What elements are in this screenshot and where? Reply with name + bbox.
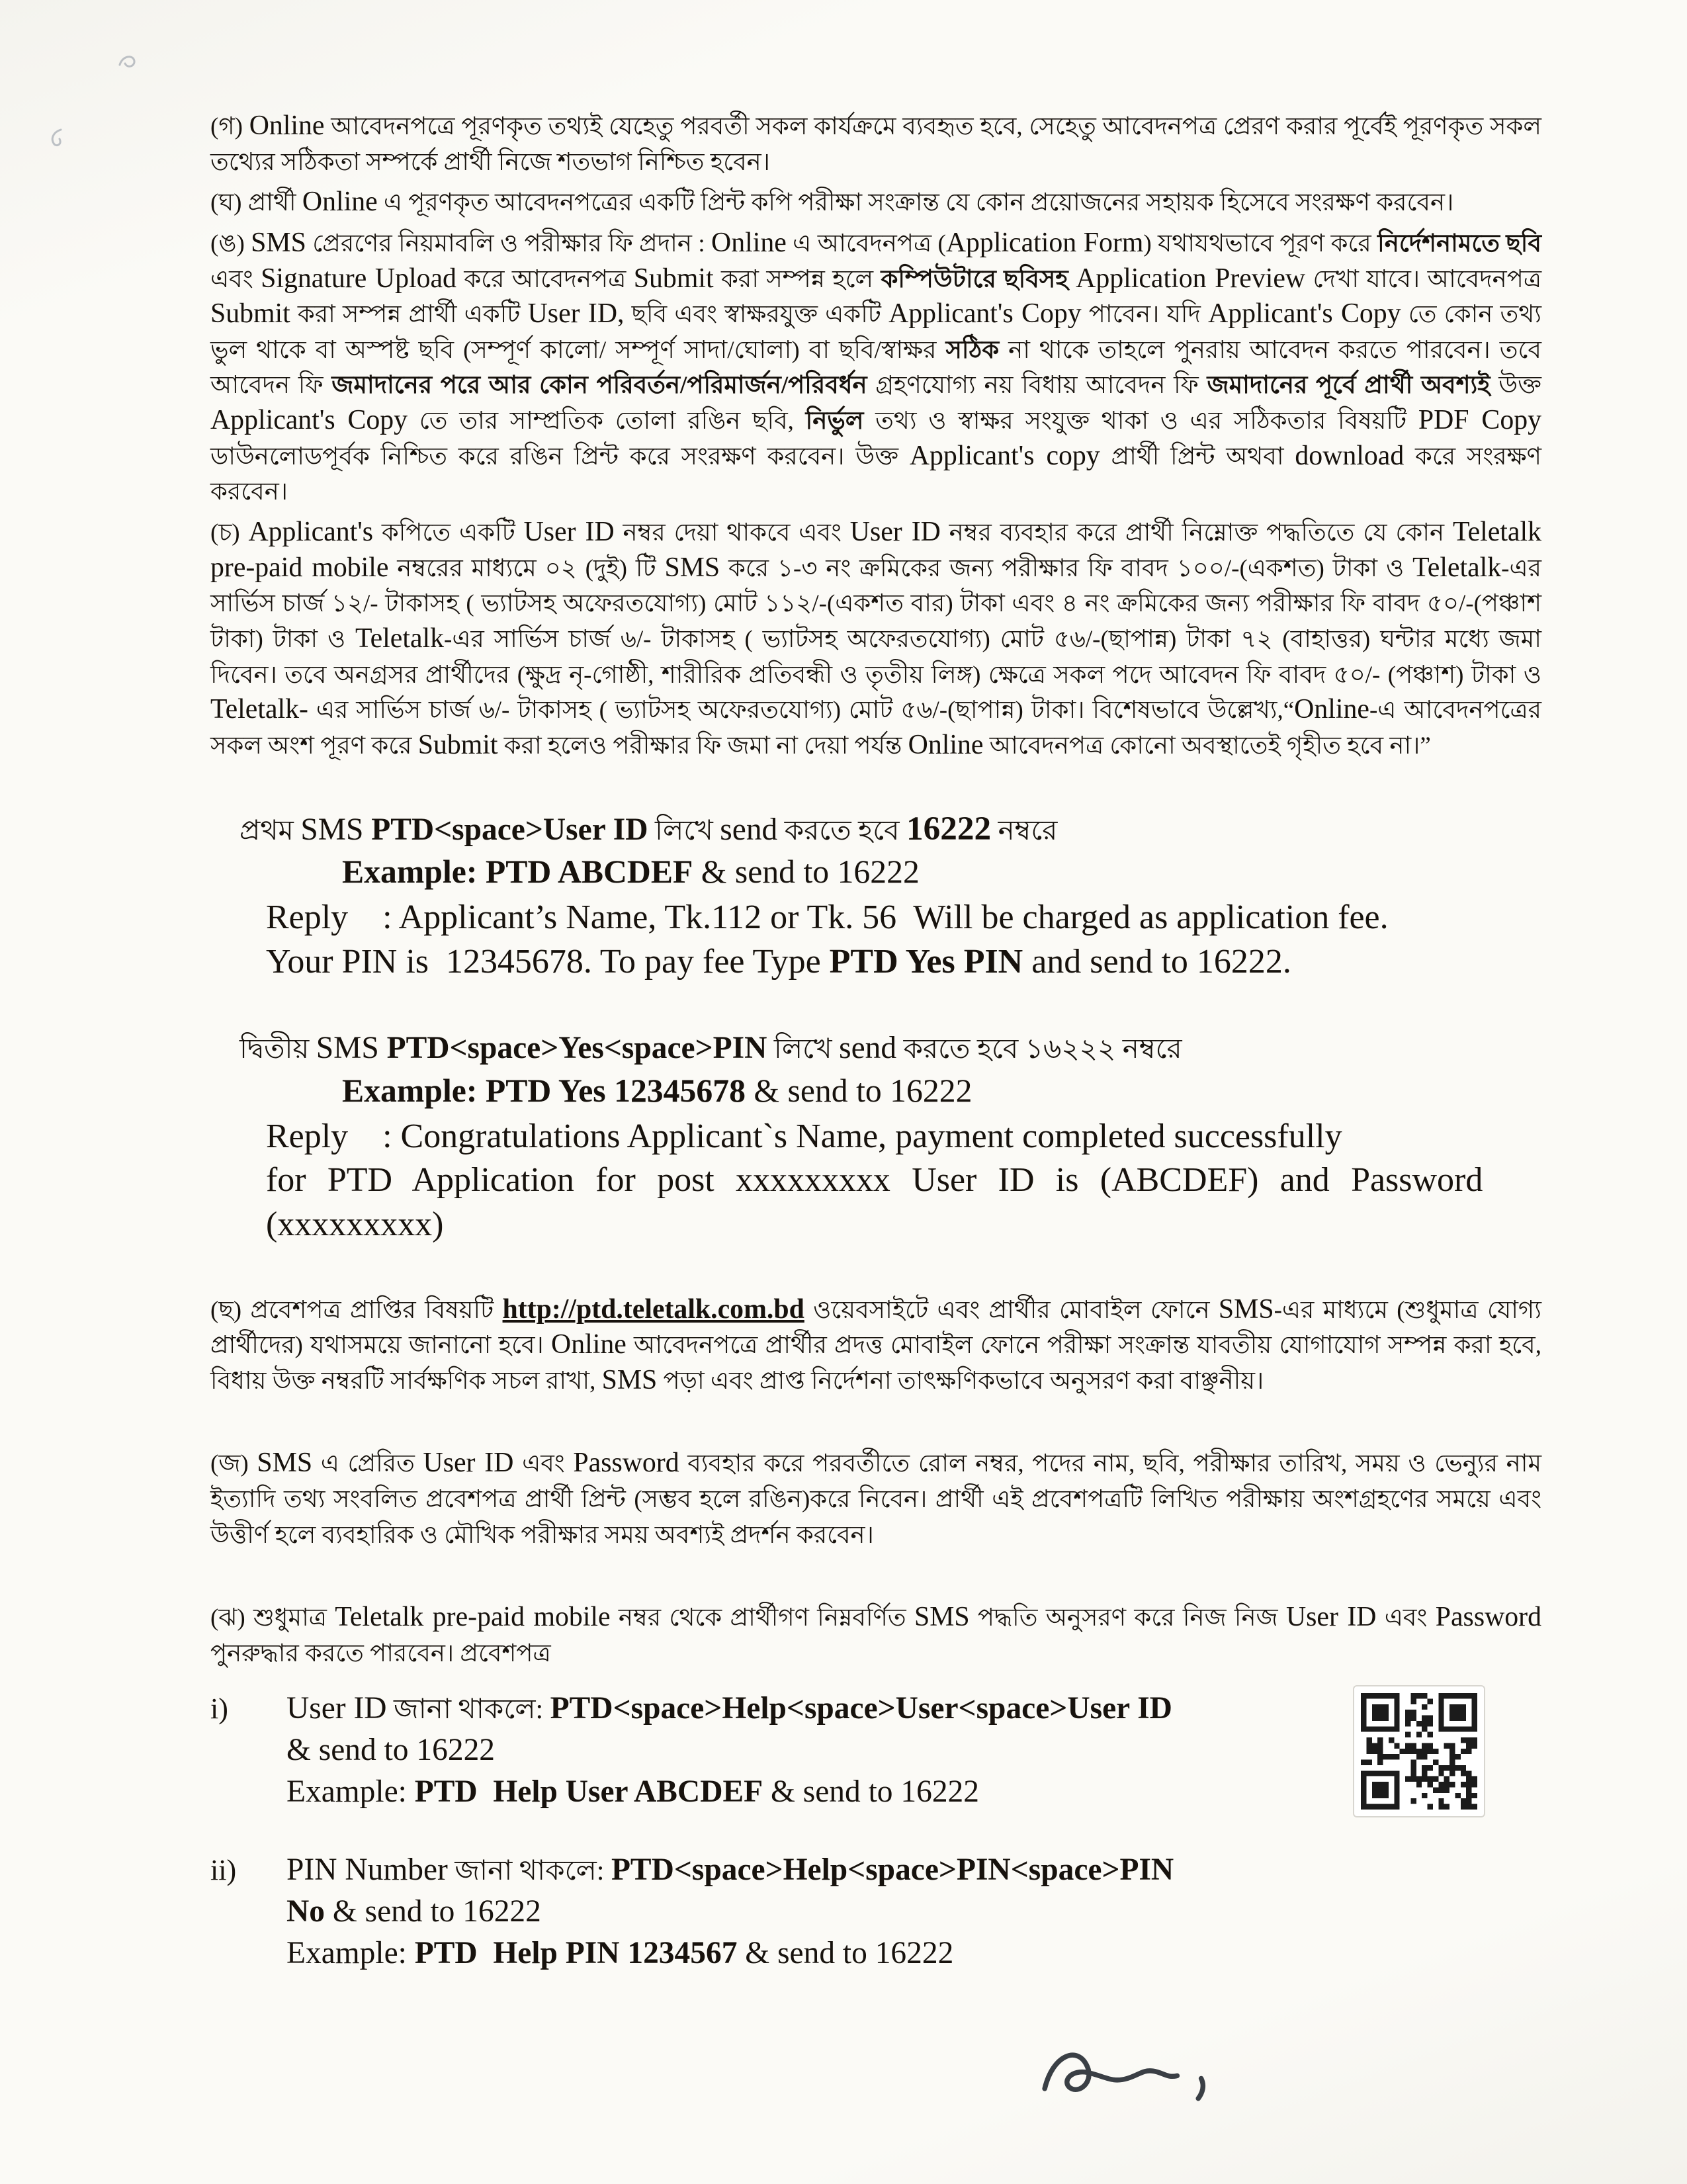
- signature-mark: [1030, 2027, 1233, 2117]
- scan-artifact-mark: [116, 52, 140, 71]
- second-sms-reply-line-1: Reply : Congratulations Applicant`s Name, payment completed successfully: [266, 1117, 1342, 1155]
- first-sms-example-line: Example: PTD ABCDEF & send to 16222: [342, 853, 920, 891]
- second-sms-intro-line: দ্বিতীয় SMS PTD<space>Yes<space>PIN লিখে send করতে হবে ১৬২২২ নম্বরে: [239, 1030, 1182, 1065]
- recovery-item-number: i): [210, 1692, 228, 1725]
- recovery-send-line: No & send to 16222: [286, 1894, 541, 1929]
- qr-code: [1353, 1685, 1485, 1817]
- paragraph-jho: (ঝ) শুধুমাত্র Teletalk pre-paid mobile নম্বর থেকে প্রার্থীগণ নিম্নবর্ণিত SMS পদ্ধতি অনুসরণ করে নিজ নিজ User ID এবং Password পুনরুদ্ধার করতে পারবেন। প্রবেশপত্র: [210, 1602, 1541, 1668]
- first-sms-reply-line-1: Reply : Applicant’s Name, Tk.112 or Tk. 56 Will be charged as application fee.: [266, 898, 1389, 937]
- recovery-item-number: ii): [210, 1853, 237, 1886]
- scan-artifact-mark: [46, 126, 66, 148]
- second-sms-reply-line-2: for PTD Application for post xxxxxxxxx User ID is (ABCDEF) and Password: [266, 1161, 1483, 1200]
- recovery-send-line: & send to 16222: [286, 1732, 496, 1767]
- recovery-command-line: PIN Number জানা থাকলে: PTD<space>Help<space>PIN<space>PIN: [286, 1852, 1174, 1887]
- second-sms-reply: [266, 1115, 1541, 1248]
- qr-code-svg: [1361, 1693, 1477, 1810]
- first-sms-reply: [266, 896, 1541, 984]
- recovery-item-body: [286, 1851, 1266, 1976]
- second-sms-example-line: Example: PTD Yes 12345678 & send to 16222: [342, 1072, 973, 1109]
- paragraph-chho: (ছ) প্রবেশপত্র প্রাপ্তির বিষয়টি http://ptd.teletalk.com.bd ওয়েবসাইটে এবং প্রার্থীর মোবাইল ফোনে SMS-এর মাধ্যমে (শুধুমাত্র যোগ্য প্রার্থীদের) যথাসময়ে জানানো হবে। Online আবেদনপত্রে প্রার্থীর প্রদত্ত মোবাইল ফোনে পরীক্ষা সংক্রান্ত যাবতীয় যোগাযোগ সম্পন্ন করা হবে, বিধায় উক্ত নম্বরটি সার্বক্ষণিক সচল রাখা, SMS পড়া এবং প্রাপ্ত নির্দেশনা তাৎক্ষণিকভাবে অনুসরণ করা বাঞ্ছনীয়।: [210, 1293, 1541, 1395]
- paragraph-ngo: (ঙ) SMS প্রেরণের নিয়মাবলি ও পরীক্ষার ফি প্রদান : Online এ আবেদনপত্র (Application Form) যথাযথভাবে পূরণ করে নির্দেশনামতে ছবি এবং Signature Upload করে আবেদনপত্র Submit করা সম্পন্ন হলে কম্পিউটারে ছবিসহ Application Preview দেখা যাবে। আবেদনপত্র Submit করা সম্পন্ন প্রার্থী একটি User ID, ছবি এবং স্বাক্ষরযুক্ত একটি Applicant's Copy পাবেন। যদি Applicant's Copy তে কোন তথ্য ভুল থাকে বা অস্পষ্ট ছবি (সম্পূর্ণ কালো/ সম্পূর্ণ সাদা/ঘোলা) বা ছবি/স্বাক্ষর সঠিক না থাকে তাহলে পুনরায় আবেদন করতে পারবেন। তবে আবেদন ফি জমাদানের পরে আর কোন পরিবর্তন/পরিমার্জন/পরিবর্ধন গ্রহণযোগ্য নয় বিধায় আবেদন ফি জমাদানের পূর্বে প্রার্থী অবশ্যই উক্ত Applicant's Copy তে তার সাম্প্রতিক তোলা রঙিন ছবি, নির্ভুল তথ্য ও স্বাক্ষর সংযুক্ত থাকা ও এর সঠিকতার বিষয়টি PDF Copy ডাউনলোডপূর্বক নিশ্চিত করে রঙিন প্রিন্ট করে সংরক্ষণ করবেন। উক্ত Applicant's copy প্রার্থী প্রিন্ট অথবা download করে সংরক্ষণ করবেন।: [210, 227, 1542, 506]
- paragraph-jo: (জ) SMS এ প্রেরিত User ID এবং Password ব্যবহার করে পরবর্তীতে রোল নম্বর, পদের নাম, ছবি, পরীক্ষার তারিখ, সময় ও ভেন্যুর নাম ইত্যাদি তথ্য সংবলিত প্রবেশপত্র প্রার্থী প্রিন্ট (সম্ভব হলে রঙিন)করে নিবেন। প্রার্থী এই প্রবেশপত্রটি লিখিত পরীক্ষায় অংশগ্রহণের সময়ে এবং উত্তীর্ণ হলে ব্যবহারিক ও মৌখিক পরীক্ষার সময় অবশ্যই প্রদর্শন করবেন।: [210, 1448, 1541, 1549]
- document-content: [210, 109, 1541, 2012]
- first-sms-intro-line: প্রথম SMS PTD<space>User ID লিখে send করতে হবে 16222 নম্বরে: [239, 809, 1058, 848]
- first-sms-reply-line-2: Your PIN is 12345678. To pay fee Type PTD Yes PIN and send to 16222.: [266, 943, 1291, 981]
- recovery-example-line: Example: PTD Help PIN 1234567 & send to 16222: [286, 1935, 954, 1970]
- recovery-item-body: [286, 1689, 1266, 1814]
- paragraph-ga: (গ) Online আবেদনপত্রে পূরণকৃত তথ্যই যেহেতু পরবর্তী সকল কার্যক্রমে ব্যবহৃত হবে, সেহেতু আবেদনপত্র প্রেরণ করার পূর্বেই পূরণকৃত সকল তথ্যের সঠিকতা সম্পর্কে প্রার্থী নিজে শতভাগ নিশ্চিত হবেন।: [210, 110, 1541, 176]
- recovery-item-pin-number: [210, 1851, 1541, 1976]
- recovery-example-line: Example: PTD Help User ABCDEF & send to 16222: [286, 1774, 979, 1809]
- paragraph-gha: (ঘ) প্রার্থী Online এ পূরণকৃত আবেদনপত্রের একটি প্রিন্ট কপি পরীক্ষা সংক্রান্ত যে কোন প্রয়োজনের সহায়ক হিসেবে সংরক্ষণ করবেন।: [210, 187, 1454, 218]
- first-sms-instruction-block: [239, 809, 1541, 985]
- second-sms-instruction-block: [239, 1030, 1541, 1248]
- second-sms-reply-line-3: (xxxxxxxxx): [266, 1205, 444, 1243]
- recovery-item-user-id: [210, 1689, 1541, 1814]
- recovery-instructions-section: [210, 1689, 1541, 1976]
- recovery-command-line: User ID জানা থাকলে: PTD<space>Help<space>User<space>User ID: [286, 1690, 1172, 1725]
- paragraph-cho: (চ) Applicant's কপিতে একটি User ID নম্বর দেয়া থাকবে এবং User ID নম্বর ব্যবহার করে প্রার্থী নিম্নোক্ত পদ্ধতিতে যে কোন Teletalk pre-paid mobile নম্বরের মাধ্যমে ০২ (দুই) টি SMS করে ১-৩ নং ক্রমিকের জন্য পরীক্ষার ফি বাবদ ১০০/-(একশত) টাকা ও Teletalk-এর সার্ভিস চার্জ ১২/- টাকাসহ ( ভ্যাটসহ অফেরতযোগ্য) মোট ১১২/-(একশত বার) টাকা এবং ৪ নং ক্রমিকের জন্য পরীক্ষার ফি বাবদ ৫০/-(পঞ্চাশ টাকা) টাকা ও Teletalk-এর সার্ভিস চার্জ ৬/- টাকাসহ ( ভ্যাটসহ অফেরতযোগ্য) মোট ৫৬/-(ছাপান্ন) টাকা ৭২ (বাহাত্তর) ঘন্টার মধ্যে জমা দিবেন। তবে অনগ্রসর প্রার্থীদের (ক্ষুদ্র নৃ-গোষ্ঠী, শারীরিক প্রতিবন্ধী ও তৃতীয় লিঙ্গ) ক্ষেত্রে সকল পদে আবেদন ফি বাবদ ৫০/- (পঞ্চাশ) টাকা ও Teletalk- এর সার্ভিস চার্জ ৬/- টাকাসহ ( ভ্যাটসহ অফেরতযোগ্য) মোট ৫৬/-(ছাপান্ন) টাকা। বিশেষভাবে উল্লেখ্য,“Online-এ আবেদনপত্রের সকল অংশ পূরণ করে Submit করা হলেও পরীক্ষার ফি জমা না দেয়া পর্যন্ত Online আবেদনপত্র কোনো অবস্থাতেই গৃহীত হবে না।”: [210, 517, 1541, 760]
